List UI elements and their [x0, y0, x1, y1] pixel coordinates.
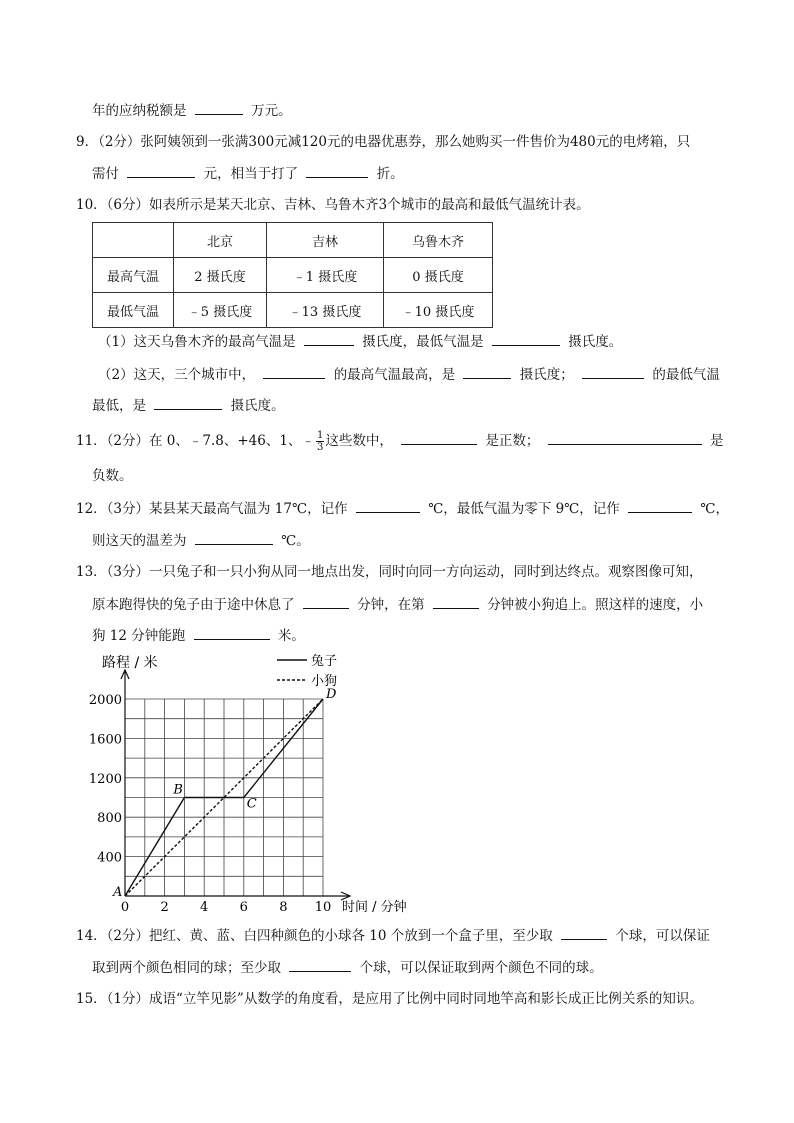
q14b-post: 个球，可以保证取到两个颜色不同的球。	[359, 960, 603, 976]
q13b-pre: 原本跑得快的兔子由于途中休息了	[92, 597, 295, 613]
answer-blank[interactable]	[289, 957, 351, 972]
chart-legend	[277, 654, 337, 689]
q12b-pre: 则这天的温差为	[92, 533, 187, 549]
q9-line1: 9．（2分）张阿姨领到一张满300元减120元的电器优惠券，那么她购买一件售价为480元的电烤箱，只	[76, 134, 691, 150]
fraction-numerator: 1	[316, 430, 324, 441]
table-header-cell: 吉林	[267, 223, 384, 258]
fraction-denominator: 3	[316, 442, 324, 453]
y-tick-label: 1600	[88, 732, 122, 748]
q10-2b-pre: 最低，是	[92, 398, 146, 414]
table-cell: 最低气温	[93, 293, 174, 328]
table-header-cell: 乌鲁木齐	[384, 223, 493, 258]
q10-1-mid: 摄氏度，最低气温是	[362, 334, 484, 350]
table-cell: 0 摄氏度	[384, 258, 493, 293]
q11-mid2: 是正数；	[485, 433, 540, 449]
point-label: C	[246, 796, 257, 812]
q13c-post: 米。	[277, 628, 305, 644]
x-tick-label: 2	[160, 900, 169, 915]
x-tick-label: 4	[200, 900, 209, 915]
q11-mid: 这些数中，	[325, 433, 393, 449]
q12-pre: 12．（3分）某县某天最高气温为 17℃，记作	[76, 501, 348, 517]
x-tick-label: 0	[120, 900, 130, 915]
y-tick-label: 1200	[88, 771, 122, 787]
q14-line2	[92, 957, 603, 978]
table-cell: ﹣5 摄氏度	[174, 293, 267, 328]
q10-2b-post: 摄氏度。	[230, 398, 285, 414]
table-cell: 2 摄氏度	[174, 258, 267, 293]
q11-pre: 11．（2分）在 0、﹣7.8、+46、1、﹣	[76, 433, 315, 449]
q11-line2: 负数。	[92, 468, 133, 484]
table-cell: 最高气温	[93, 258, 174, 293]
q14-pre: 14．（2分）把红、黄、蓝、白四种颜色的小球各 10 个放到一个盒子里，至少取	[76, 928, 553, 944]
y-tick-label: 400	[97, 850, 122, 866]
q10-1-post: 摄氏度。	[568, 334, 623, 350]
point-label: D	[326, 687, 337, 702]
q11-post: 是	[710, 433, 724, 449]
x-tick-label: 8	[279, 900, 288, 915]
q9-pre: 需付	[92, 166, 119, 182]
table-cell: ﹣13 摄氏度	[267, 293, 384, 328]
q10-2-pre: （2）这天，三个城市中，	[98, 367, 256, 383]
q10-2-mid1: 的最高气温最高，是	[333, 367, 456, 383]
q14b-pre: 取到两个颜色相同的球；至少取	[92, 960, 281, 976]
q10-2-mid2: 摄氏度；	[519, 367, 574, 383]
table-cell: ﹣10 摄氏度	[384, 293, 493, 328]
q13c-pre: 狗 12 分钟能跑	[92, 628, 186, 644]
q12-mid: ℃，最低气温为零下 9℃，记作	[428, 501, 620, 517]
chart-axes	[121, 670, 350, 900]
q13-line1: 13．（3分）一只兔子和一只小狗从同一地点出发，同时向同一方向运动，同时到达终点。观察图像可知，	[76, 564, 703, 580]
q14-line1	[76, 925, 710, 946]
q9-post: 折。	[376, 166, 404, 182]
q12b-post: ℃。	[281, 533, 310, 549]
answer-blank[interactable]	[561, 925, 607, 940]
legend-label: 小狗	[311, 674, 338, 689]
q8-tail-unit: 万元。	[251, 103, 292, 119]
q10-2-post: 的最低气温	[652, 367, 720, 383]
x-axis-label: 时间 / 分钟	[342, 900, 407, 915]
x-tick-label: 6	[239, 900, 248, 915]
q10-1-pre: （1）这天乌鲁木齐的最高气温是	[98, 334, 296, 350]
table-cell: ﹣1 摄氏度	[267, 258, 384, 293]
q9-mid: 元，相当于打了	[203, 166, 299, 182]
q10-line: 10．（6分）如表所示是某天北京、吉林、乌鲁木齐3个城市的最高和最低气温统计表。	[76, 197, 590, 213]
legend-label: 兔子	[311, 654, 338, 669]
point-label: B	[173, 782, 183, 798]
point-label: A	[113, 885, 123, 900]
q15-line: 15．（1分）成语“立竿见影”从数学的角度看，是应用了比例中同时同地竿高和影长成正比例关系的知识。	[76, 991, 703, 1007]
y-tick-label: 2000	[88, 693, 122, 708]
y-tick-label: 800	[97, 811, 122, 827]
table-header-cell: 北京	[174, 223, 267, 258]
y-axis-label: 路程 / 米	[102, 655, 158, 671]
x-tick-label: 10	[314, 900, 332, 915]
q8-tail-text: 年的应纳税额是	[92, 103, 187, 119]
q12-post: ℃，	[700, 501, 729, 517]
q14-post: 个球，可以保证	[615, 928, 710, 944]
q13b-mid: 分钟，在第	[357, 597, 425, 613]
q13b-post: 分钟被小狗追上。照这样的速度，小	[487, 597, 704, 613]
